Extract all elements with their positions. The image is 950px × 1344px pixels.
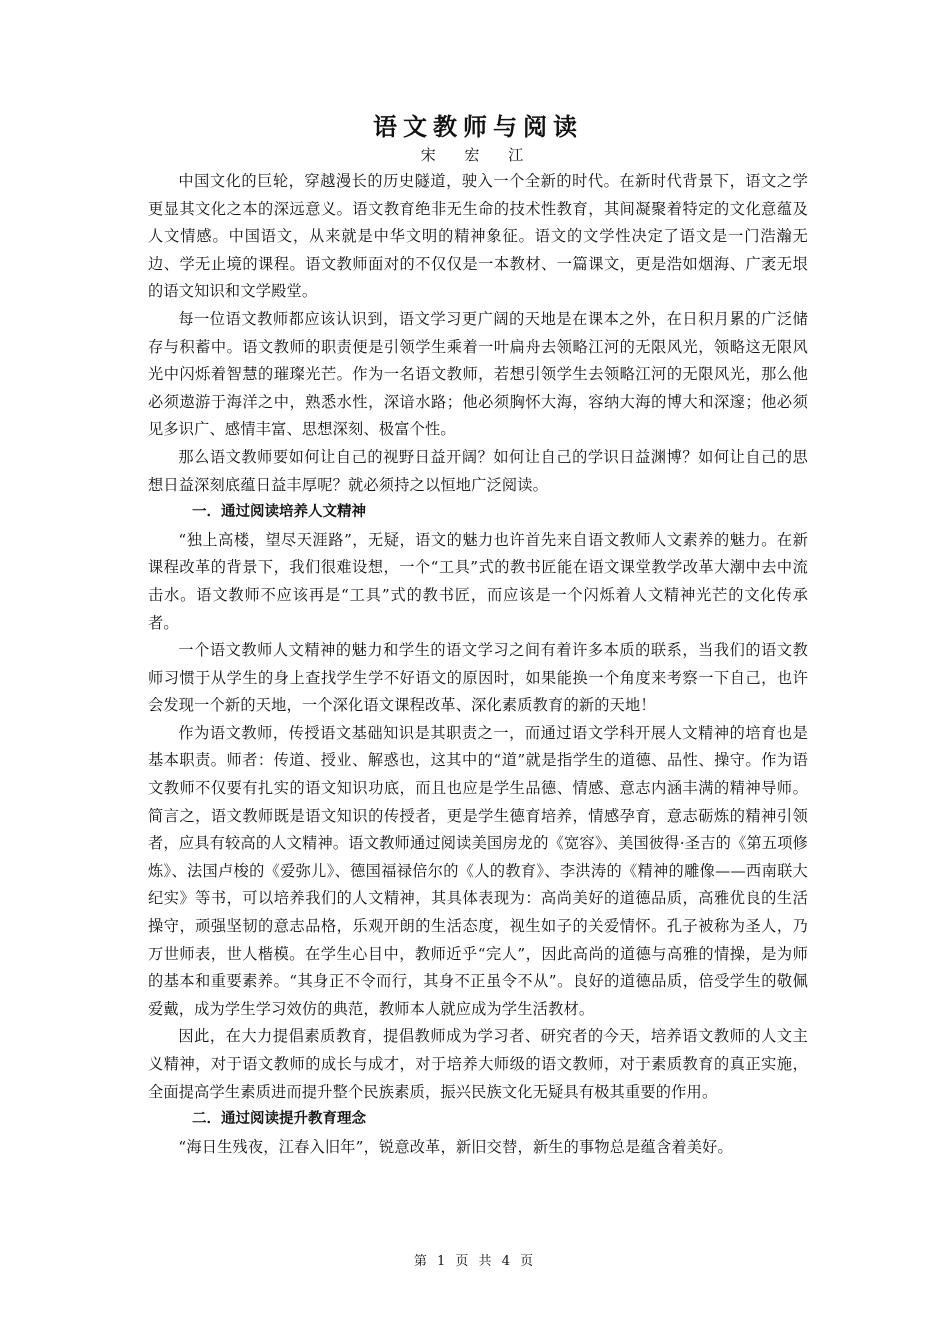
document-page — [148, 110, 808, 1161]
page-footer: 第 1 页 共 4 页 — [413, 1254, 537, 1269]
paragraph-conclusion: 因此，在大力提倡素质教育，提倡教师成为学习者、研究者的今天，培养语文教师的人文主义精神，对于语文教师的成长与成才，对于培养大师级的语文教师，对于素质教育的真正实施，全面提高学生素质进而提升整个民族素质，振兴民族文化无疑具有极其重要的作用。 — [148, 1027, 808, 1101]
paragraph-intro: 中国文化的巨轮，穿越漫长的历史隧道，驶入一个全新的时代。在新时代背景下，语文之学更显其文化之本的深远意义。语文教育绝非无生命的技术性教育，其间凝聚着特定的文化意蕴及人文情感。中国语文，从来就是中华文明的精神象征。语文的文学性决定了语文是一门浩瀚无边、学无止境的课程。语文教师面对的不仅仅是一本教材、一篇课文，更是浩如烟海、广袤无垠的语文知识和文学殿堂。 — [148, 172, 808, 301]
document-author: 宋 宏 江 — [420, 146, 536, 164]
paragraph-connection: 一个语文教师人文精神的魅力和学生的语文学习之间有着许多本质的联系，当我们的语文教师习惯于从学生的身上查找学生学不好语文的原因时，如果能换一个角度来考察一下自己，也许会发现一个新的天地，一个深化语文课程改革、深化素质教育的新的天地！ — [148, 641, 808, 715]
document-title: 语文教师与阅读 — [373, 112, 583, 141]
paragraph-duty: 作为语文教师，传授语文基础知识是其职责之一，而通过语文学科开展人文精神的培育也是基本职责。师者：传道、授业、解惑也，这其中的“道”就是指学生的道德、品性、操守。作为语文教师不仅要有扎实的语文知识功底，而且也应是学生品德、情感、意志内涵丰满的精神导师。简言之，语文教师既是语文知识的传授者，更是学生德育培养，情感孕育，意志砺炼的精神引领者，应具有较高的人文精神。语文教师通过阅读美国房龙的《宽容》、美国彼得·圣吉的《第五项修炼》、法国卢梭的《爱弥儿》、德国福禄倍尔的《人的教育》、李洪涛的《精神的雕像——西南联大纪实》等书，可以培养我们的人文精神，其具体表现为：高尚美好的道德品质，高雅优良的生活操守，顽强坚韧的意志品格，乐观开朗的生活态度，视生如子的关爱情怀。孔子被称为圣人，乃万世师表，世人楷模。在学生心目中，教师近乎“完人”，因此高尚的道德与高雅的情操，是为师的基本和重要素养。“其身正不令而行，其身不正虽令不从”。良好的道德品质，倍受学生的敬佩爱戴，成为学生学习效仿的典范，教师本人就应成为学生活教材。 — [148, 723, 808, 1018]
section-heading-2: 二．通过阅读提升教育理念 — [192, 1111, 366, 1128]
paragraph-question: 那么语文教师要如何让自己的视野日益开阔？如何让自己的学识日益渊博？如何让自己的思想日益深刻底蕴日益丰厚呢？就必须持之以恒地广泛阅读。 — [148, 447, 808, 494]
paragraph-charm: “独上高楼，望尽天涯路”，无疑，语文的魅力也许首先来自语文教师人文素养的魅力。在新课程改革的背景下，我们很难设想，一个“工具”式的教书匠能在语文课堂教学改革大潮中去中流击水。语文教师不应该再是“工具”式的教书匠，而应该是一个闪烁着人文精神光芒的文化传承者。 — [148, 530, 808, 632]
paragraph-role: 每一位语文教师都应该认识到，语文学习更广阔的天地是在课本之外，在日积月累的广泛储存与积蓄中。语文教师的职责便是引领学生乘着一叶扁舟去领略江河的无限风光，领略这无限风光中闪烁着智慧的璀璨光芒。作为一名语文教师，若想引领学生去领略江河的无限风光，那么他必须遨游于海洋之中，熟悉水性，深谙水路；他必须胸怀大海，容纳大海的博大和深邃；他必须见多识广、感情丰富、思想深刻、极富个性。 — [148, 309, 808, 439]
paragraph-reform: “海日生残夜，江春入旧年”，锐意改革，新旧交替，新生的事物总是蕴含着美好。 — [178, 1137, 733, 1156]
section-heading-1: 一．通过阅读培养人文精神 — [192, 504, 366, 521]
